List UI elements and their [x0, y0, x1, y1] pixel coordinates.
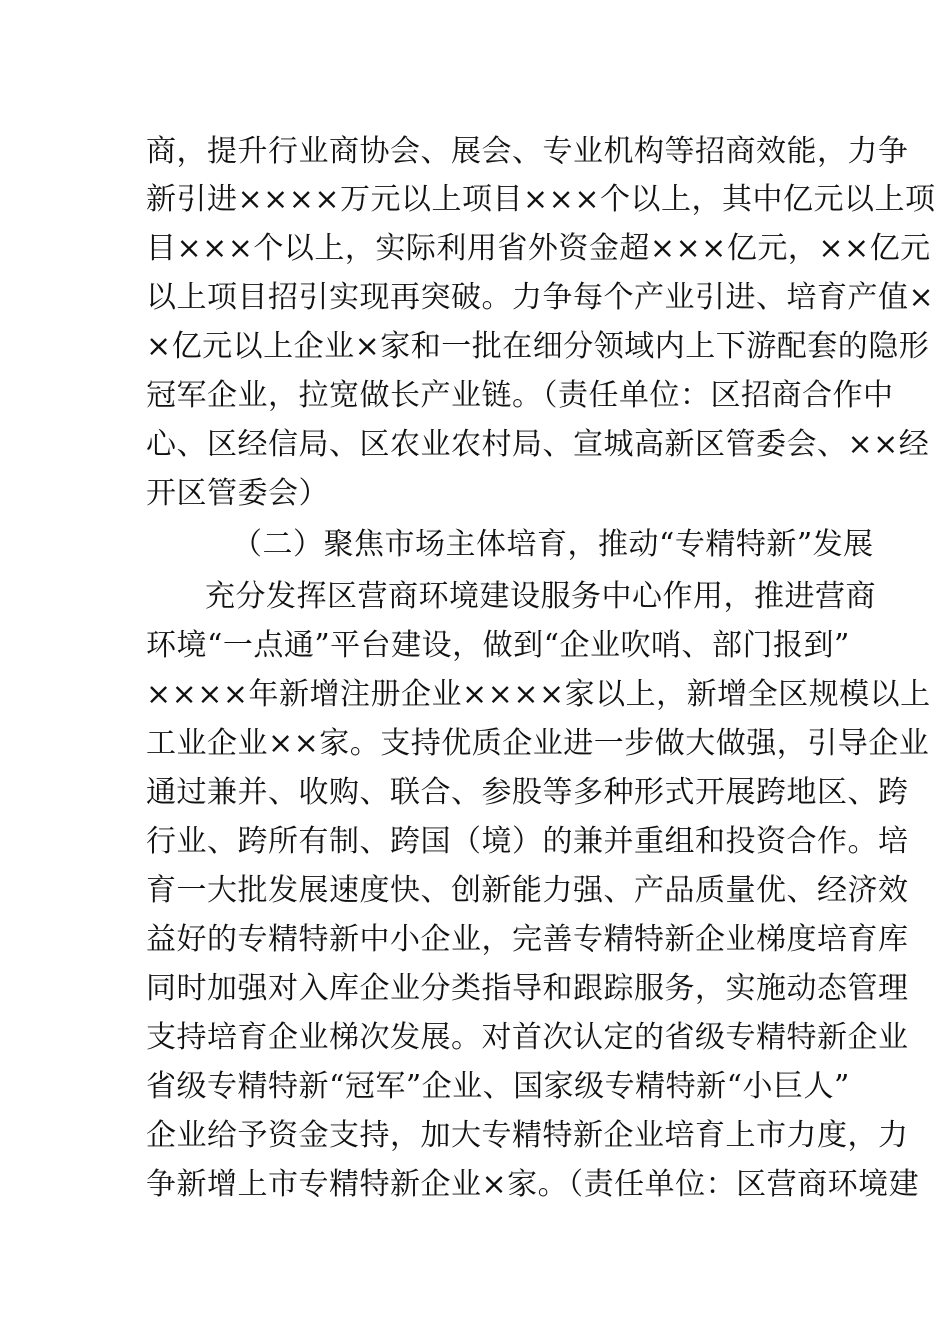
paragraph-line: 争新增上市专精特新企业×家。（责任单位：区营商环境建 [146, 1167, 920, 1202]
paragraph-line: 企业给予资金支持，加大专精特新企业培育上市力度，力 [146, 1118, 909, 1153]
paragraph-line: ×亿元以上企业×家和一批在细分领域内上下游配套的隐形 [146, 329, 930, 364]
paragraph-line: 新引进××××万元以上项目×××个以上，其中亿元以上项 [146, 182, 936, 217]
paragraph-line: 环境“一点通”平台建设，做到“企业吹哨、部门报到” [146, 628, 850, 663]
paragraph-line: 以上项目招引实现再突破。力争每个产业引进、培育产值× [146, 280, 935, 315]
paragraph-line: 工业企业××家。支持优质企业进一步做大做强，引导企业 [146, 726, 930, 761]
section-heading: （二）聚焦市场主体培育，推动“专精特新”发展 [232, 527, 874, 562]
paragraph-line: 省级专精特新“冠军”企业、国家级专精特新“小巨人” [146, 1069, 850, 1104]
paragraph-line: 支持培育企业梯次发展。对首次认定的省级专精特新企业 [146, 1020, 909, 1055]
paragraph-line: 冠军企业，拉宽做长产业链。（责任单位：区招商合作中 [146, 378, 894, 413]
paragraph-line: 充分发挥区营商环境建设服务中心作用，推进营商 [205, 579, 876, 614]
paragraph-line: 心、区经信局、区农业农村局、宣城高新区管委会、××经 [146, 427, 930, 462]
paragraph-line: 开区管委会） [146, 476, 329, 511]
paragraph-line: 行业、跨所有制、跨国（境）的兼并重组和投资合作。培 [146, 824, 909, 859]
paragraph-line: 育一大批发展速度快、创新能力强、产品质量优、经济效 [146, 873, 909, 908]
paragraph-line: ××××年新增注册企业××××家以上，新增全区规模以上 [146, 677, 931, 712]
paragraph-line: 目×××个以上，实际利用省外资金超×××亿元，××亿元 [146, 231, 931, 266]
paragraph-line: 益好的专精特新中小企业，完善专精特新企业梯度培育库 [146, 922, 909, 957]
paragraph-line: 商，提升行业商协会、展会、专业机构等招商效能，力争 [146, 134, 909, 169]
paragraph-line: 通过兼并、收购、联合、参股等多种形式开展跨地区、跨 [146, 775, 909, 810]
paragraph-line: 同时加强对入库企业分类指导和跟踪服务，实施动态管理 [146, 971, 909, 1006]
